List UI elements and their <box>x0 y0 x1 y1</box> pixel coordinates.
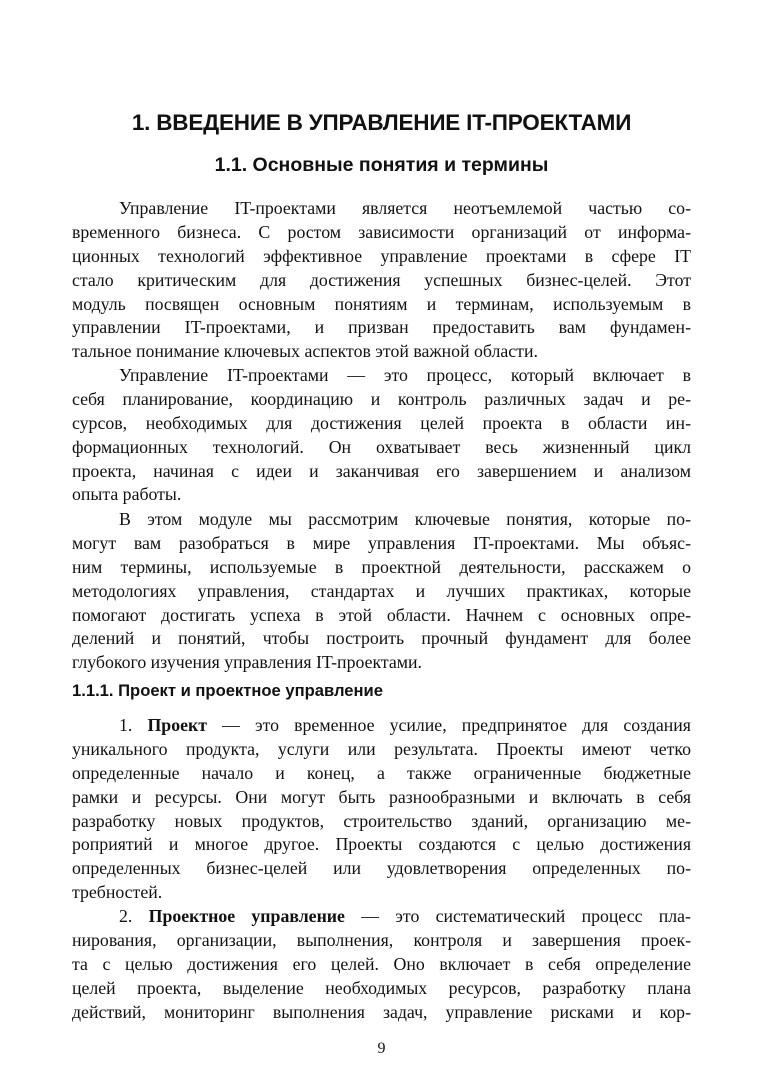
text-line: та с целью достижения его целей. Оно включает в себя определение <box>72 953 691 974</box>
text-line: управлении IT-проектами, и призван предоставить вам фундамен- <box>72 317 691 338</box>
text-line: действий, мониторинг выполнения задач, управление рисками и кор- <box>72 1001 691 1022</box>
text-line: проекта, начиная с идеи и заканчивая его завершением и анализом <box>72 460 691 481</box>
text-line: помогают достигать успеха в этой области. Начнем с основных опре- <box>72 604 691 625</box>
definition-term: Проектное управление <box>148 906 345 926</box>
text-line <box>72 905 691 929</box>
definition-number: 2. <box>119 906 133 926</box>
text-line: нирования, организации, выполнения, контроля и завершения проек- <box>72 929 691 950</box>
text-line: целей проекта, выделение необходимых ресурсов, разработку плана <box>72 977 691 998</box>
definition-number: 1. <box>119 715 133 735</box>
text-line: временного бизнеса. С ростом зависимости организаций от информа- <box>72 221 691 242</box>
text-line: опыта работы. <box>72 484 182 505</box>
text-line: методологиях управления, стандартах и лучших практиках, которые <box>72 580 691 601</box>
definition-text: — это систематический процесс пла- <box>344 906 691 926</box>
text-line: определенных бизнес-целей или удовлетворения определенных по- <box>72 858 691 879</box>
text-line: рамки и ресурсы. Они могут быть разнообразными и включать в себя <box>72 786 691 807</box>
text-line: сурсов, необходимых для достижения целей проекта в области ин- <box>72 412 691 433</box>
text-line: Управление IT-проектами — это процесс, который включает в <box>119 365 691 385</box>
definition-text: — это временное усилие, предпринятое для создания <box>206 715 691 735</box>
text-line: себя планирование, координацию и контроль различных задач и ре- <box>72 388 691 409</box>
text-line: уникального продукта, услуги или результата. Проекты имеют четко <box>72 738 691 759</box>
text-line: формационных технологий. Он охватывает весь жизненный цикл <box>72 436 691 457</box>
text-line: стало критическим для достижения успешных бизнес-целей. Этот <box>72 269 691 290</box>
text-line: ционных технологий эффективное управление проектами в сфере IT <box>72 245 691 266</box>
intro-paragraph-2 <box>72 364 691 507</box>
definition-term: Проект <box>147 715 207 735</box>
text-line: глубокого изучения управления IT-проектами. <box>72 652 422 673</box>
section-title: 1.1. Основные понятия и термины <box>214 154 549 176</box>
definition-project <box>72 714 691 905</box>
text-line: могут вам разобраться в мире управления IT-проектами. Мы объяс- <box>72 532 691 553</box>
definition-project-management <box>72 905 691 1024</box>
text-line: Управление IT-проектами является неотъемлемой частью со- <box>119 198 691 218</box>
text-line: делений и понятий, чтобы построить прочный фундамент для более <box>72 628 691 649</box>
intro-paragraph-1 <box>72 197 691 364</box>
text-line: тальное понимание ключевых аспектов этой важной области. <box>72 341 538 362</box>
text-line: требностей. <box>72 882 163 903</box>
chapter-title: 1. ВВЕДЕНИЕ В УПРАВЛЕНИЕ IT-ПРОЕКТАМИ <box>131 110 632 135</box>
page-number: 9 <box>377 1040 386 1057</box>
text-line: В этом модуле мы рассмотрим ключевые понятия, которые по- <box>119 509 691 529</box>
text-line: роприятий и многое другое. Проекты создаются с целью достижения <box>72 834 691 855</box>
text-line <box>72 714 691 738</box>
text-line: ним термины, используемые в проектной деятельности, расскажем о <box>72 556 691 577</box>
subsection-title: 1.1.1. Проект и проектное управление <box>72 681 383 700</box>
text-line: модуль посвящен основным понятиям и терминам, используемым в <box>72 293 691 314</box>
text-line: определенные начало и конец, а также ограниченные бюджетные <box>72 762 691 783</box>
text-line: разработку новых продуктов, строительство зданий, организацию ме- <box>72 810 691 831</box>
intro-paragraph-3 <box>72 508 691 675</box>
